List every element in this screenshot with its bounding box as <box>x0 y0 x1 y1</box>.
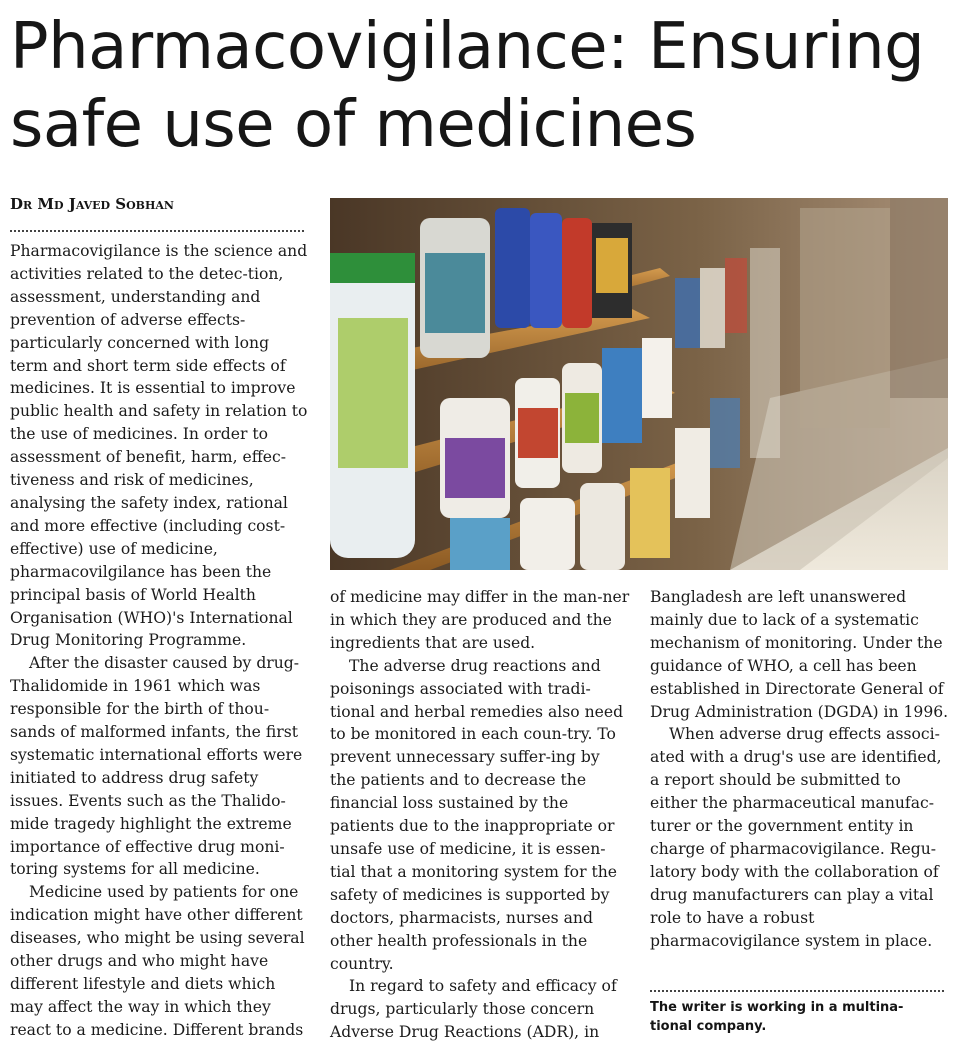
pharmacy-shelves-photo <box>330 198 948 570</box>
headline-line-1: Pharmacovigilance: Ensuring <box>10 10 925 84</box>
byline-divider <box>10 230 304 232</box>
article-column-3 <box>650 586 950 953</box>
article-column-2 <box>330 586 630 1044</box>
article-headline <box>10 8 950 164</box>
column2-paragraph-3: In regard to safety and efficacy of drugs, particularly those concern Adverse Drug Reactions (ADR), in <box>330 977 617 1042</box>
column1-paragraph-2: After the disaster caused by drug-Thalidomide in 1961 which was responsible for the birth of thou-sands of malformed infants, the first systematic international efforts were initiated to address drug safety issues. Events such as the Thalido-mide tragedy highlight the extreme importance of effective drug moni-toring systems for all medicine. <box>10 654 303 879</box>
column1-paragraph-1: Pharmacovigilance is the science and activities related to the detec-tion, assessment, understanding and prevention of adverse effects-particularly concerned with long term and short term side effects of medicines. It is essential to improve public health and safety in relation to the use of medicines. In order to assessment of benefit, harm, effec-tiveness and risk of medicines, analysing the safety index, rational and more effective (including cost-effective) use of medicine, pharmacovilgilance has been the principal basis of World Health Organisation (WHO)'s International Drug Monitoring Programme. <box>10 242 308 650</box>
column2-paragraph-1: of medicine may differ in the man-ner in which they are produced and the ingredients that are used. <box>330 588 630 652</box>
author-byline: Dr Md Javed Sobhan <box>10 195 174 213</box>
headline-line-2: safe use of medicines <box>10 88 697 162</box>
column3-paragraph-1: Bangladesh are left unanswered mainly due to lack of a systematic mechanism of monitoring. Under the guidance of WHO, a cell has been established in Directorate General of Drug Administration (DGDA) in 1996. <box>650 588 949 721</box>
footnote-divider <box>650 990 944 992</box>
column2-paragraph-2: The adverse drug reactions and poisonings associated with tradi-tional and herbal remedies also need to be monitored in each coun-try. To prevent unnecessary suffer-ing by the patients and to decrease the financial loss sustained by the patients due to the inappropriate or unsafe use of medicine, it is essen-tial that a monitoring system for the safety of medicines is supported by doctors, pharmacists, nurses and other health professionals in the country. <box>330 656 624 973</box>
author-footnote: The writer is working in a multina-tional company. <box>650 1000 904 1034</box>
column3-paragraph-2: When adverse drug effects associ-ated with a drug's use are identified, a report should be submitted to either the pharmaceutical manufac-turer or the government entity in charge of pharmacovigilance. Regu-latory body with the collaboration of drug manufacturers can play a vital role to have a robust pharmacovigilance system in place. <box>650 725 942 950</box>
article-column-1 <box>10 240 310 1042</box>
column1-paragraph-3: Medicine used by patients for one indication might have other different diseases, who might be using several other drugs and who might have different lifestyle and diets which may affect the way in which they react to a medicine. Different brands <box>10 883 305 1039</box>
